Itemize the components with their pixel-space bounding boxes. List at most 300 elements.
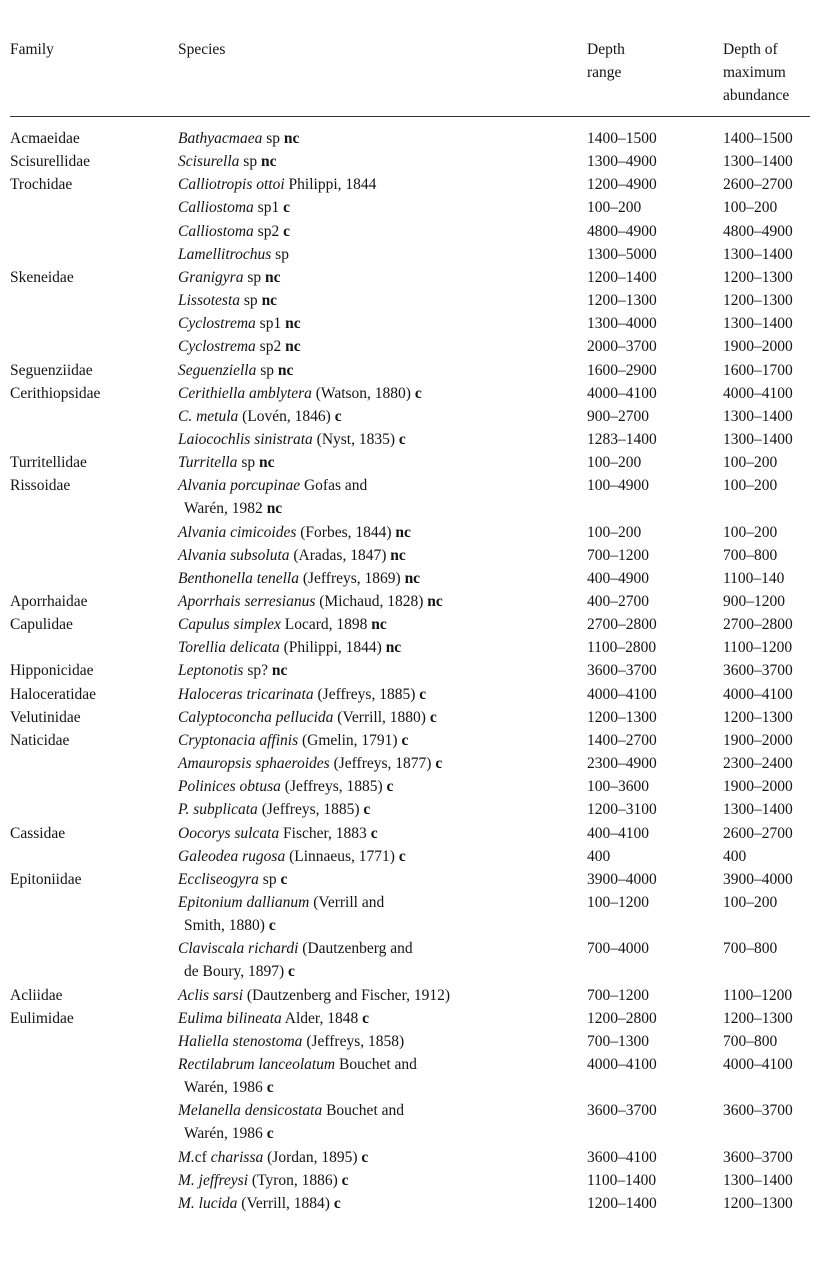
status-code: nc [277,361,294,379]
max-abundance-cell: 3600–3700 [723,1102,793,1120]
species-cell [178,335,578,358]
status-code: c [362,1009,369,1027]
species-cell [178,196,578,219]
depth-range-cell: 100–1200 [587,893,649,911]
authority-text: (Jeffreys, 1877) [329,755,436,773]
authority-text: (Philippi, 1844) [279,639,386,657]
species-cell [178,150,578,173]
max-abundance-cell: 1200–1300 [723,1194,793,1212]
species-cell [178,567,578,590]
max-abundance-cell: 1900–2000 [723,778,793,796]
max-abundance-cell: 1300–1400 [723,1171,793,1189]
authority-text: Warén, 1982 [184,500,267,518]
species-line [178,220,578,243]
max-abundance-cell: 4800–4900 [723,222,793,240]
max-abundance-cell: 1300–1400 [723,801,793,819]
species-cell [178,243,578,266]
status-code: c [398,430,406,448]
header-rule [10,116,810,117]
header-species: Species [178,41,226,58]
status-code: c [419,685,427,703]
species-line [178,1007,578,1030]
max-abundance-cell: 1900–2000 [723,338,793,356]
status-code: c [429,708,437,726]
max-abundance-cell: 1900–2000 [723,731,793,749]
status-code: nc [285,315,301,333]
depth-range-cell: 700–1300 [587,1032,649,1050]
species-cell [178,428,578,451]
taxon-name: Eulima bilineata [178,1009,282,1027]
max-abundance-cell: 100–200 [723,477,778,495]
taxon-name: Cryptonacia affinis [178,731,299,749]
species-line [178,984,578,1007]
depth-range-cell: 100–200 [587,523,642,541]
status-code: c [341,1171,349,1189]
species-line [178,636,578,659]
species-cell [178,544,578,567]
species-cell [178,382,578,405]
authority-text: sp2 [253,222,284,240]
species-line [178,405,578,428]
family-cell: Acliidae [10,986,63,1004]
authority-text: Smith, 1880) [184,916,269,934]
authority-text: sp [243,268,265,286]
species-line [178,359,578,382]
authority-text: sp [258,870,281,888]
header-family: Family [10,41,54,58]
status-code: nc [258,454,275,472]
max-abundance-cell: 4000–4100 [723,384,793,402]
species-cell [178,752,578,775]
authority-text: sp1 [255,315,286,333]
authority-text: (Lovén, 1846) [238,407,335,425]
taxon-name: Alvania subsoluta [178,546,290,564]
taxon-name: Cerithiella amblytera [178,384,312,402]
authority-text: (Gmelin, 1791) [298,731,402,749]
taxon-name: M. lucida [178,1194,238,1212]
species-cell [178,405,578,428]
taxon-name: M. [178,1148,195,1166]
authority-text: (Jeffreys, 1885) [313,685,420,703]
depth-range-cell: 400 [587,847,611,865]
status-code: c [370,824,378,842]
species-cell [178,359,578,382]
taxon-name: Calliostoma [178,222,254,240]
status-code: c [414,384,422,402]
family-cell: Hipponicidae [10,662,94,680]
authority-text: sp [239,153,261,171]
authority-text: (Verrill and [309,893,385,911]
status-code: c [333,1194,341,1212]
taxon-name: Torellia delicata [178,639,280,657]
max-abundance-cell: 100–200 [723,454,778,472]
family-cell: Skeneidae [10,268,74,286]
species-line [178,960,578,983]
status-code: c [334,407,342,425]
species-cell [178,891,578,937]
authority-text: (Watson, 1880) [311,384,415,402]
family-cell: Turritellidae [10,454,87,472]
species-line [178,937,578,960]
taxon-name: Seguenziella [178,361,257,379]
species-line [178,729,578,752]
max-abundance-cell: 1300–1400 [723,430,793,448]
depth-range-cell: 1200–1400 [587,268,657,286]
status-code: c [283,222,290,240]
max-abundance-cell: 700–800 [723,940,778,958]
authority-text: Gofas and [300,477,368,495]
depth-range-cell: 1200–1400 [587,1194,657,1212]
species-cell [178,173,578,196]
taxon-name: Claviscala richardi [178,940,299,958]
depth-range-cell: 2700–2800 [587,616,657,634]
species-line [178,775,578,798]
authority-text: (Jordan, 1895) [263,1148,362,1166]
depth-range-cell: 4000–4100 [587,685,657,703]
authority-text: (Jeffreys, 1869) [298,569,405,587]
authority-text: (Forbes, 1844) [296,523,396,541]
max-abundance-cell: 400 [723,847,747,865]
header-depth-range: Depth range [587,41,625,81]
taxon-name: Scisurella [178,153,240,171]
max-abundance-cell: 1200–1300 [723,268,793,286]
taxon-name: Alvania porcupinae [178,477,301,495]
species-line [178,845,578,868]
status-code: c [363,801,371,819]
species-line [178,196,578,219]
max-abundance-cell: 2600–2700 [723,176,793,194]
status-code: c [401,731,409,749]
max-abundance-cell: 4000–4100 [723,685,793,703]
species-line [178,1192,578,1215]
authority-text: (Dautzenberg and Fischer, 1912) [243,986,451,1004]
depth-range-cell: 700–1200 [587,546,649,564]
authority-text: cf [194,1148,211,1166]
species-line [178,451,578,474]
depth-range-cell: 1200–1300 [587,292,657,310]
taxon-name: M. jeffreysi [178,1171,249,1189]
species-cell [178,1169,578,1192]
taxon-name: Amauropsis sphaeroides [178,755,330,773]
taxon-name: Melanella densicostata [178,1102,323,1120]
species-cell [178,590,578,613]
taxon-name: Cyclostrema [178,315,256,333]
depth-range-cell: 1300–5000 [587,245,657,263]
max-abundance-cell: 1300–1400 [723,245,793,263]
family-cell: Haloceratidae [10,685,97,703]
max-abundance-cell: 1600–1700 [723,361,793,379]
status-code: nc [390,546,406,564]
species-line [178,474,578,497]
status-code: nc [283,130,300,147]
family-cell: Rissoidae [10,477,71,495]
species-line [178,590,578,613]
species-line [178,706,578,729]
family-cell: Cerithiopsidae [10,384,101,402]
depth-range-cell: 1600–2900 [587,361,657,379]
max-abundance-cell: 3900–4000 [723,870,793,888]
max-abundance-cell: 1200–1300 [723,1009,793,1027]
taxon-name: Haloceras tricarinata [178,685,314,703]
taxon-name: Oocorys sulcata [178,824,280,842]
species-cell [178,1030,578,1053]
species-line [178,891,578,914]
depth-range-cell: 100–4900 [587,477,649,495]
authority-text: sp [237,454,259,472]
max-abundance-cell: 100–200 [723,893,778,911]
species-cell [178,683,578,706]
species-line [178,428,578,451]
species-line [178,335,578,358]
species-cell [178,1007,578,1030]
max-abundance-cell: 1300–1400 [723,153,793,171]
species-line [178,1030,578,1053]
authority-text: de Boury, 1897) [184,963,289,981]
species-line [178,312,578,335]
taxon-name: Benthonella tenella [178,569,299,587]
species-cell [178,729,578,752]
family-cell: Epitoniidae [10,870,82,888]
status-code: nc [371,616,387,634]
species-line [178,1099,578,1122]
species-line [178,798,578,821]
family-cell: Aporrhaidae [10,593,88,610]
authority-text: Bouchet and [322,1102,405,1120]
authority-text: (Verrill, 1880) [333,708,430,726]
status-code: nc [271,662,288,680]
max-abundance-cell: 1200–1300 [723,292,793,310]
authority-text: (Nyst, 1835) [312,430,399,448]
taxon-name: Eccliseogyra [178,870,259,888]
status-code: c [268,916,276,934]
species-line [178,1146,578,1169]
max-abundance-cell: 1100–1200 [723,986,793,1004]
status-code: nc [261,292,278,310]
authority-text: (Linnaeus, 1771) [285,847,399,865]
depth-range-cell: 1200–2800 [587,1009,657,1027]
depth-range-cell: 4000–4100 [587,384,657,402]
depth-range-cell: 700–4000 [587,940,649,958]
family-cell: Seguenziidae [10,361,93,379]
status-code: nc [385,639,402,657]
family-cell: Trochidae [10,176,73,194]
species-cell [178,1053,578,1099]
authority-text: (Tyron, 1886) [248,1171,342,1189]
taxon-name: Bathyacmaea [178,130,263,147]
max-abundance-cell: 700–800 [723,546,778,564]
max-abundance-cell: 1300–1400 [723,315,793,333]
authority-text: (Dautzenberg and [298,940,413,958]
max-abundance-cell: 2700–2800 [723,616,793,634]
authority-text: (Verrill, 1884) [237,1194,334,1212]
species-cell [178,220,578,243]
authority-text: Philippi, 1844 [284,176,377,194]
max-abundance-cell: 700–800 [723,1032,778,1050]
family-cell: Capulidae [10,616,73,634]
depth-range-cell: 100–3600 [587,778,649,796]
max-abundance-cell: 3600–3700 [723,1148,793,1166]
species-line [178,659,578,682]
depth-range-cell: 4000–4100 [587,1056,657,1073]
authority-text: sp [271,245,289,263]
status-code: c [288,963,295,981]
species-line [178,752,578,775]
taxon-name: Calliostoma [178,199,254,217]
species-cell [178,127,578,150]
max-abundance-cell: 1400–1500 [723,130,793,147]
taxon-name: Aclis sarsi [178,986,244,1004]
depth-range-cell: 100–200 [587,199,642,217]
status-code: nc [395,523,411,541]
authority-text: (Michaud, 1828) [315,593,428,610]
max-abundance-cell: 1100–140 [723,569,785,587]
family-cell: Scisurellidae [10,153,91,171]
max-abundance-cell: 3600–3700 [723,662,793,680]
taxon-name: charissa [210,1148,264,1166]
species-cell [178,474,578,520]
status-code: c [398,847,406,865]
status-code: c [266,1125,274,1143]
authority-text: sp [262,130,284,147]
authority-text: Bouchet and [335,1056,417,1073]
taxon-name: Haliella stenostoma [178,1032,303,1050]
species-line [178,544,578,567]
depth-range-cell: 4800–4900 [587,222,657,240]
species-cell [178,1146,578,1169]
taxon-name: C. metula [178,407,239,425]
taxon-name: Capulus simplex [178,616,281,634]
authority-text: sp [240,292,262,310]
family-cell: Naticidae [10,731,70,749]
status-code: c [435,755,443,773]
status-code: c [361,1148,369,1166]
species-cell [178,822,578,845]
species-line [178,266,578,289]
species-line [178,127,578,150]
max-abundance-cell: 1200–1300 [723,708,793,726]
authority-text: sp [256,361,278,379]
depth-range-cell: 1200–1300 [587,708,657,726]
family-cell: Eulimidae [10,1009,74,1027]
taxon-name: P. subplicata [178,801,258,819]
depth-range-cell: 2300–4900 [587,755,657,773]
depth-range-cell: 400–2700 [587,593,649,610]
depth-range-cell: 1400–2700 [587,731,657,749]
status-code: nc [404,569,421,587]
authority-text: (Jeffreys, 1885) [280,778,387,796]
species-line [178,150,578,173]
authority-text: Warén, 1986 [184,1079,267,1096]
species-cell [178,521,578,544]
status-code: c [386,778,394,796]
taxon-name: Turritella [178,454,238,472]
species-line [178,914,578,937]
species-line [178,382,578,405]
max-abundance-cell: 2600–2700 [723,824,793,842]
authority-text: (Jeffreys, 1885) [257,801,364,819]
status-code: c [283,199,290,217]
species-cell [178,636,578,659]
depth-range-cell: 2000–3700 [587,338,657,356]
authority-text: sp2 [255,338,286,356]
species-cell [178,451,578,474]
status-code: nc [285,338,301,356]
taxon-name: Rectilabrum lanceolatum [178,1056,336,1073]
authority-text: (Jeffreys, 1858) [302,1032,405,1050]
species-line [178,497,578,520]
authority-text: Alder, 1848 [281,1009,363,1027]
species-line [178,1053,578,1076]
depth-range-cell: 1100–2800 [587,639,657,657]
max-abundance-cell: 100–200 [723,523,778,541]
header-max-abundance: Depth of maximum abundance [723,41,790,104]
taxon-name: Epitonium dallianum [178,893,310,911]
taxon-name: Calyptoconcha pellucida [178,708,334,726]
taxon-name: Granigyra [178,268,244,286]
authority-text: sp1 [253,199,284,217]
taxon-name: Lissotesta [178,292,241,310]
taxon-name: Cyclostrema [178,338,256,356]
status-code: nc [265,268,281,286]
depth-range-cell: 400–4100 [587,824,649,842]
depth-range-cell: 400–4900 [587,569,649,587]
species-cell [178,868,578,891]
depth-range-cell: 3600–3700 [587,662,657,680]
depth-range-cell: 1200–3100 [587,801,657,819]
species-cell [178,798,578,821]
species-cell [178,1099,578,1145]
species-cell [178,659,578,682]
species-cell [178,1192,578,1215]
max-abundance-cell: 4000–4100 [723,1056,793,1073]
status-code: nc [266,500,283,518]
depth-range-cell: 700–1200 [587,986,649,1004]
taxon-name: Galeodea rugosa [178,847,286,865]
taxon-name: Lamellitrochus [178,245,272,263]
max-abundance-cell: 100–200 [723,199,778,217]
depth-range-cell: 1400–1500 [587,130,657,147]
depth-range-cell: 3600–4100 [587,1148,657,1166]
species-cell [178,937,578,983]
taxon-name: Polinices obtusa [178,778,281,796]
species-line [178,683,578,706]
max-abundance-cell: 1100–1200 [723,639,793,657]
species-cell [178,266,578,289]
authority-text: Fischer, 1883 [279,824,371,842]
taxon-name: Leptonotis [178,662,244,680]
depth-range-cell: 3600–3700 [587,1102,657,1120]
status-code: c [266,1079,274,1096]
taxon-name: Aporrhais serresianus [178,593,316,610]
species-line [178,173,578,196]
taxon-name: Calliotropis ottoi [178,176,285,194]
status-code: nc [260,153,277,171]
species-line [178,289,578,312]
status-code: nc [427,593,443,610]
species-line [178,822,578,845]
depth-range-cell: 900–2700 [587,407,649,425]
family-cell: Velutinidae [10,708,81,726]
family-cell: Acmaeidae [10,130,80,147]
family-cell: Cassidae [10,824,66,842]
species-cell [178,845,578,868]
taxon-name: Alvania cimicoides [178,523,297,541]
max-abundance-cell: 900–1200 [723,593,785,610]
max-abundance-cell: 1300–1400 [723,407,793,425]
depth-range-cell: 1300–4000 [587,315,657,333]
species-cell [178,984,578,1007]
species-line [178,1169,578,1192]
